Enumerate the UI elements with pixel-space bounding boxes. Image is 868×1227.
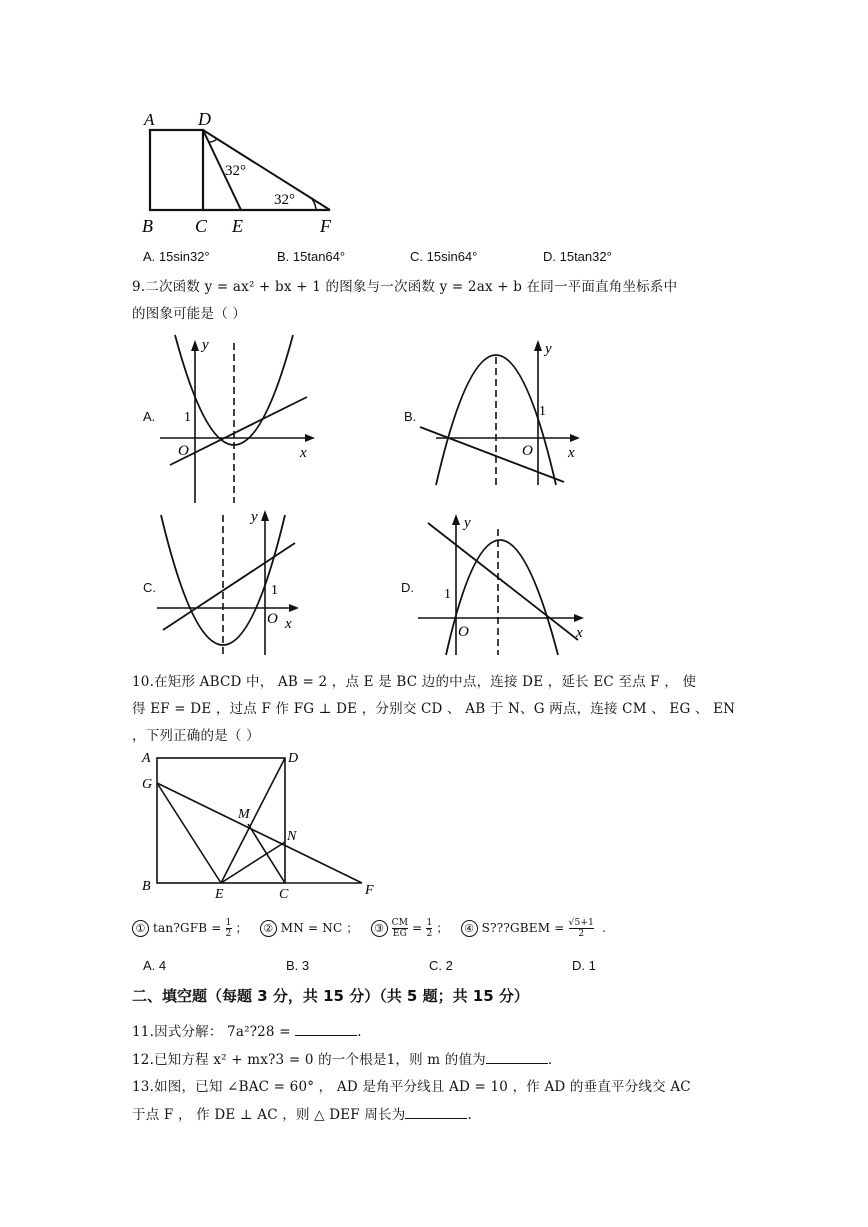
separator: ； (436, 921, 449, 935)
section-title: 二、填空题（每题 3 分，共 15 分）（共 5 题；共 15 分） (132, 987, 529, 1005)
origin-label: O (267, 611, 278, 627)
q8-angle-arc-d (209, 139, 217, 142)
q12-question (132, 1048, 552, 1068)
q10-question-line2: 得 EF = DE ，过点 F 作 FG ⊥ DE ，分别交 CD 、 AB 于 N、G 两点，连接 CM 、 EG 、 EN (132, 701, 736, 717)
statement-2-marker: ② (260, 920, 277, 937)
x-label: x (300, 445, 307, 461)
statement-3-value: $\frac{1}{2}$ (426, 918, 433, 939)
q8-angle-label-2: 32° (274, 192, 295, 208)
q11-question (132, 1020, 362, 1040)
statement-1-marker: ① (132, 920, 149, 937)
q8-option-c: C. 15sin64° (410, 249, 478, 264)
q9-graph-c (155, 505, 315, 675)
statement-4-text: S???GBEM = (481, 921, 565, 935)
q10-label-g: G (142, 777, 153, 792)
q10-label-e: E (215, 887, 224, 902)
q8-label-b: B (142, 216, 153, 236)
statement-4-fraction: $\frac{√5+1}{2}$ (568, 918, 595, 939)
x-arrow (289, 604, 299, 612)
q9-graph-a-label: A. (143, 409, 156, 424)
q10-label-c: C (279, 887, 289, 902)
y-arrow (452, 514, 460, 525)
q10-line-mc (248, 824, 285, 883)
q9-question-line1: 9.二次函数 y = ax² + bx + 1 的图象与一次函数 y = 2ax + b 在同一平面直角坐标系中 (132, 279, 678, 295)
q10-figure (140, 748, 380, 902)
statement-3-eq: = (412, 921, 423, 935)
q9-graph-c-label: C. (143, 580, 156, 595)
intercept-label: 1 (444, 587, 451, 602)
q10-option-a: A. 4 (143, 958, 167, 973)
q13-question-line2: 于点 F ， 作 DE ⊥ AC ，则 △ DEF 周长为 (132, 1107, 406, 1123)
line (170, 397, 307, 465)
q8-option-b: B. 15tan64° (277, 249, 346, 264)
q10-label-f: F (365, 883, 374, 898)
statement-3-marker: ③ (371, 920, 388, 937)
q13-end: . (467, 1107, 472, 1123)
y-arrow (261, 510, 269, 521)
statement-2-text: MN = NC (280, 921, 343, 935)
q8-label-c: C (195, 216, 208, 236)
q9-graph-b (418, 335, 588, 505)
q10-option-d: D. 1 (572, 958, 596, 973)
q8-option-d: D. 15tan32° (543, 249, 612, 264)
q8-label-a: A (144, 110, 155, 129)
y-label: y (251, 509, 258, 525)
q10-label-d: D (288, 751, 299, 766)
q12-answer-blank[interactable] (486, 1051, 548, 1064)
q10-line-ed (221, 758, 285, 883)
x-arrow (570, 434, 580, 442)
q10-label-a: A (142, 751, 151, 766)
separator: ； (346, 921, 359, 935)
y-arrow (191, 340, 199, 351)
q13-question-line2-wrap (132, 1103, 472, 1123)
statement-3-ratio: $\frac{CM}{EG}$ (391, 918, 409, 939)
q8-angle-label-1: 32° (225, 163, 246, 179)
q9-graph-d-label: D. (401, 580, 414, 595)
statement-4-marker: ④ (461, 920, 478, 937)
q12-text: 12.已知方程 x² + mx?3 = 0 的一个根是1，则 m 的值为 (132, 1052, 486, 1068)
q8-label-f: F (320, 216, 331, 236)
statement-1-text: tan?GFB = (153, 921, 222, 935)
q9-graph-d (418, 505, 593, 675)
intercept-label: 1 (184, 410, 191, 425)
q12-end: . (547, 1052, 553, 1068)
x-label: x (568, 445, 575, 461)
q10-line-gf (157, 783, 362, 883)
q10-option-b: B. 3 (286, 958, 310, 973)
q13-answer-blank[interactable] (405, 1106, 467, 1119)
q8-label-d: D (198, 109, 211, 129)
q8-square (150, 130, 203, 210)
q11-end: . (357, 1024, 362, 1040)
q9-question-line2: 的图象可能是（ ） (132, 306, 247, 322)
y-arrow (534, 340, 542, 351)
origin-label: O (522, 443, 533, 459)
x-label: x (576, 625, 583, 641)
x-arrow (305, 434, 315, 442)
q9-graph-b-label: B. (404, 409, 417, 424)
y-label: y (545, 341, 552, 357)
q13-question-line1: 13.如图，已知 ∠BAC = 60° ， AD 是角平分线且 AD = 10 ，作 AD 的垂直平分线交 AC (132, 1079, 691, 1095)
q9-graph-a (160, 335, 320, 505)
origin-label: O (458, 624, 469, 640)
q8-figure (140, 105, 350, 235)
q10-rectangle (157, 758, 285, 883)
q11-answer-blank[interactable] (295, 1023, 357, 1036)
x-arrow (574, 614, 584, 622)
q10-label-n: N (287, 829, 297, 844)
q10-label-b: B (142, 879, 151, 894)
q10-option-c: C. 2 (429, 958, 453, 973)
q8-label-e: E (232, 216, 243, 236)
y-label: y (464, 515, 471, 531)
statement-end: . (602, 921, 607, 935)
q8-option-a: A. 15sin32° (143, 249, 210, 264)
y-label: y (202, 337, 209, 353)
q10-statements (132, 918, 606, 939)
q11-text: 11.因式分解： 7a²?28 = (132, 1024, 291, 1040)
origin-label: O (178, 443, 189, 459)
intercept-label: 1 (539, 404, 546, 419)
q10-label-m: M (238, 807, 250, 822)
q10-question-line3: ，下列正确的是（ ） (132, 728, 260, 744)
x-label: x (285, 616, 292, 632)
intercept-label: 1 (271, 583, 278, 598)
q10-question-line1: 10.在矩形 ABCD 中， AB = 2 ，点 E 是 BC 边的中点，连接 DE ，延长 EC 至点 F ， 使 (132, 674, 697, 690)
separator: ； (235, 921, 248, 935)
statement-1-fraction: $\frac{1}{2}$ (225, 918, 232, 939)
